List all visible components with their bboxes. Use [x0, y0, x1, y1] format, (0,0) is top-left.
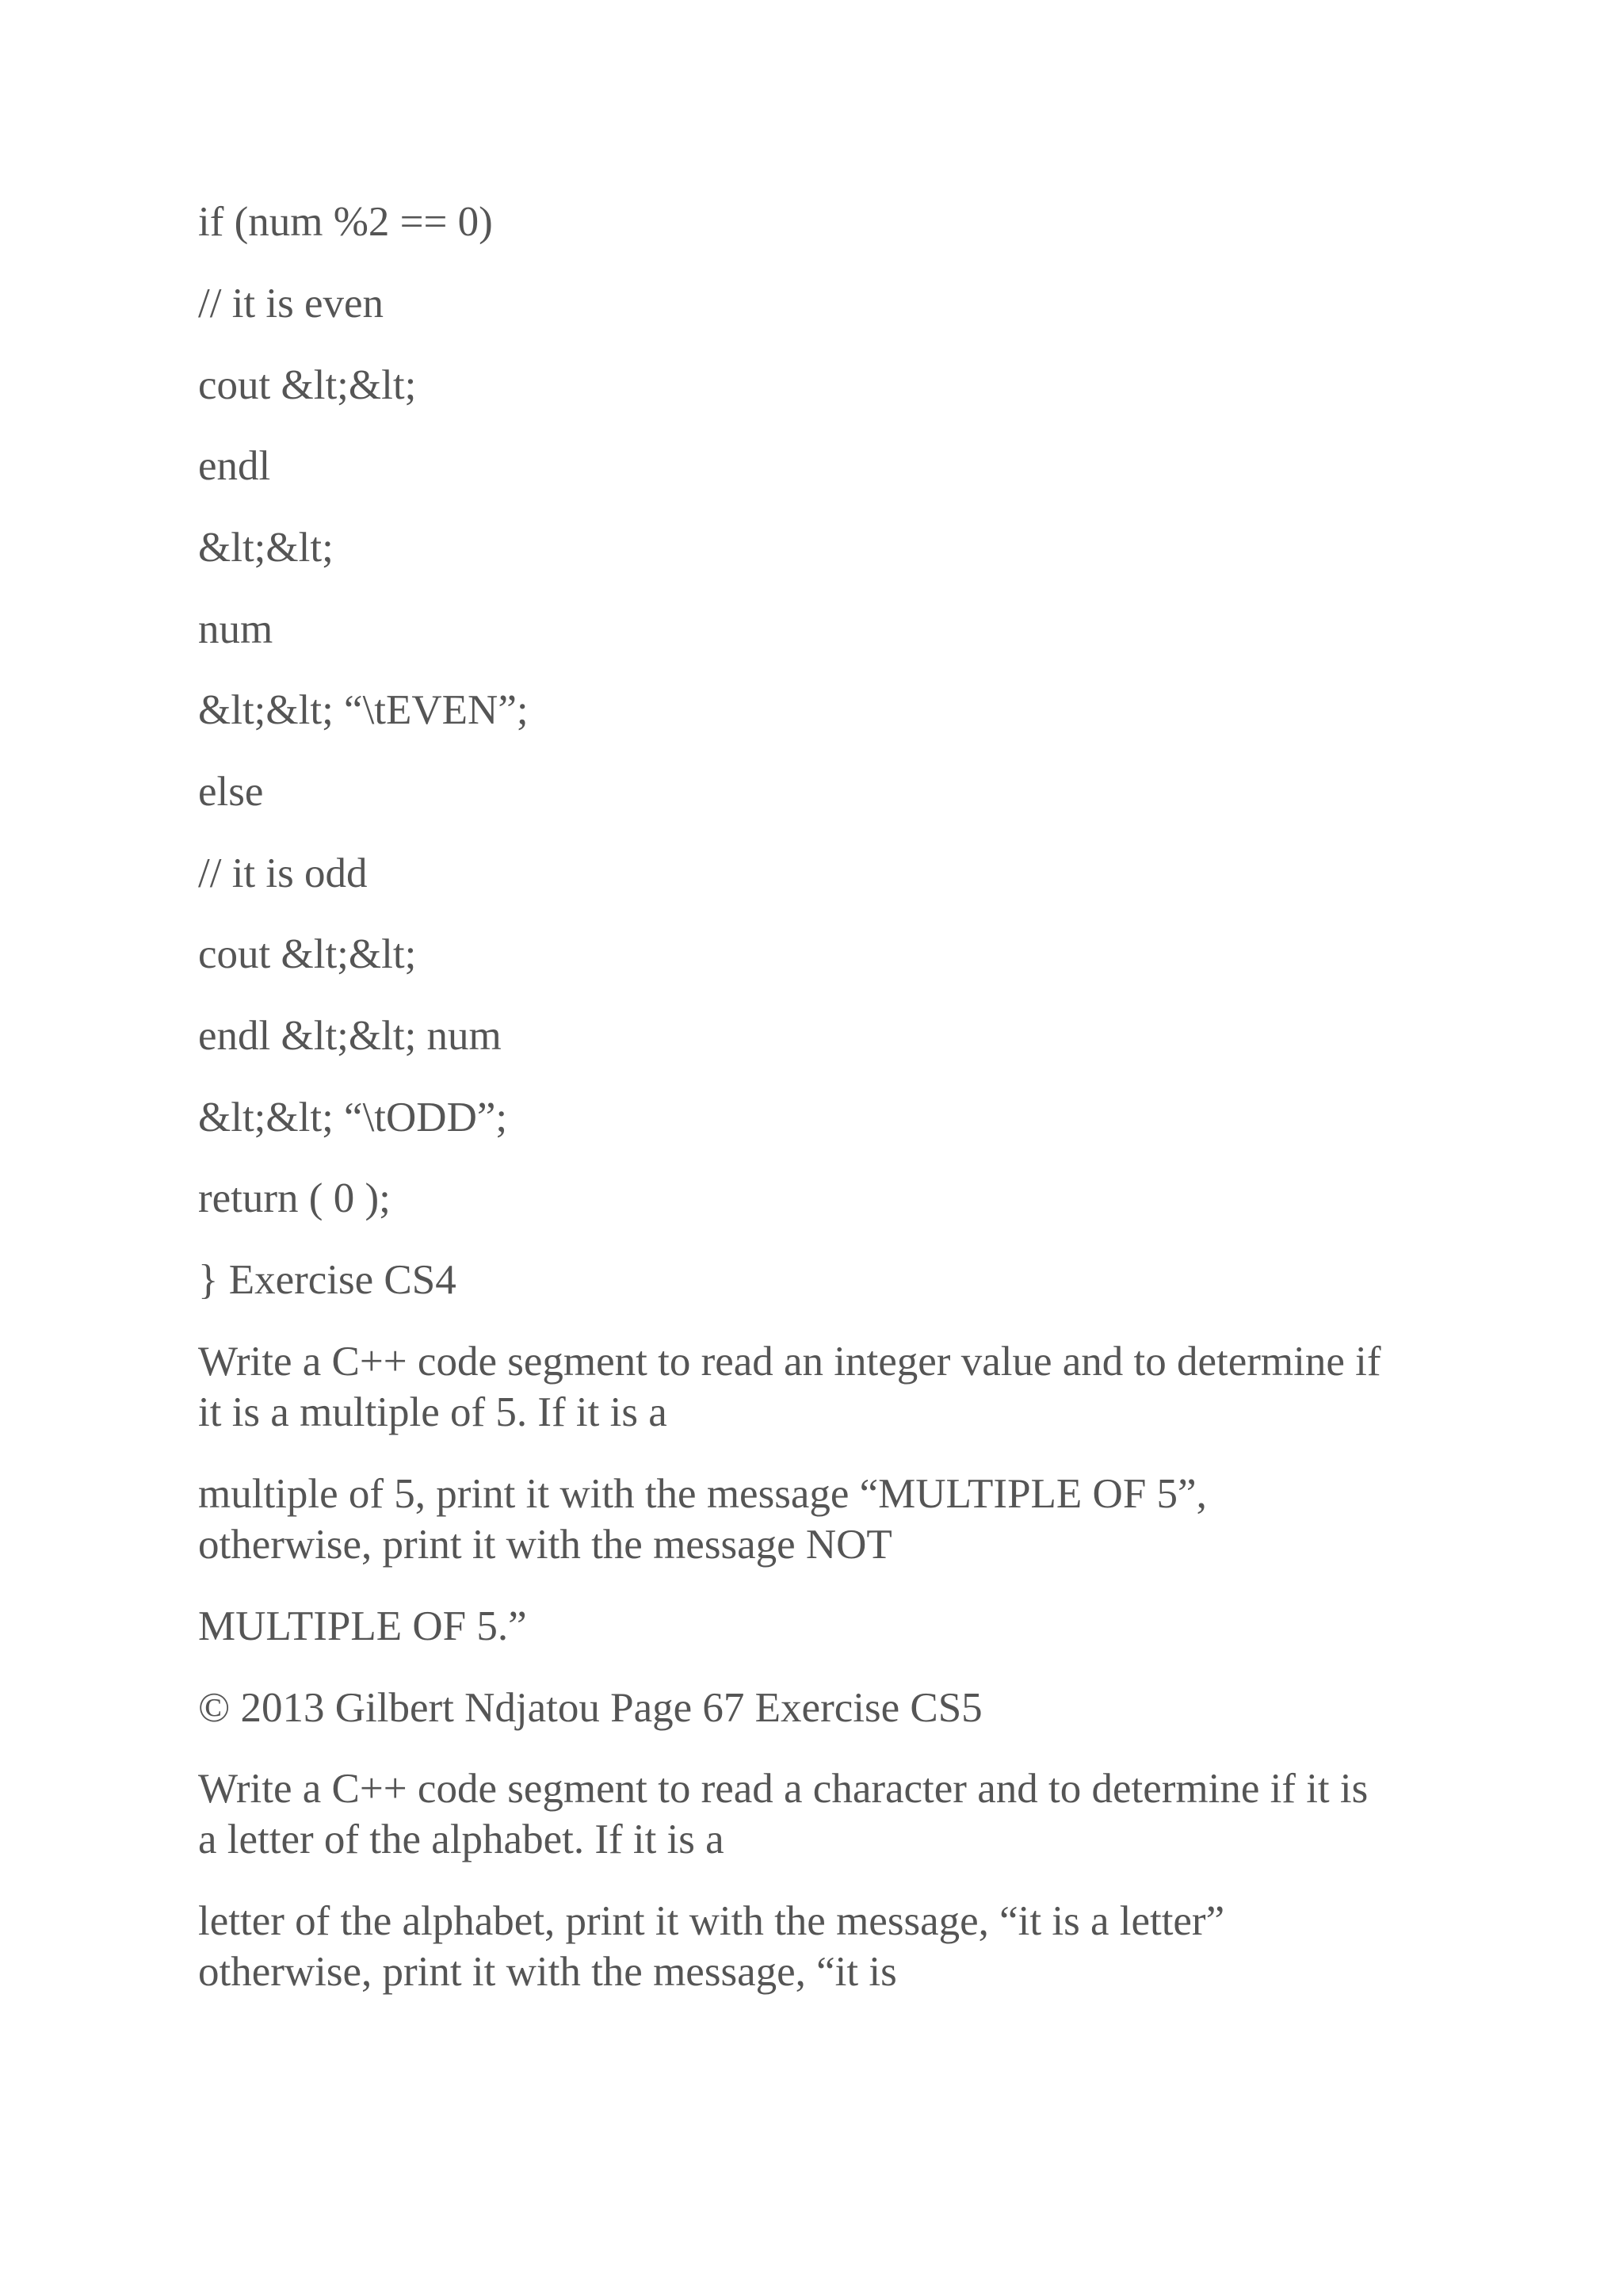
code-line-return: return ( 0 ); — [198, 1175, 391, 1221]
code-line-comment-even: // it is even — [198, 281, 384, 327]
code-line-endl-num: endl &lt;&lt; num — [198, 1013, 502, 1059]
footer-and-exercise-cs5: © 2013 Gilbert Ndjatou Page 67 Exercise CS5 — [198, 1685, 983, 1731]
code-line-close-brace-exercise-cs4: } Exercise CS4 — [198, 1257, 456, 1303]
code-line-cout-1: cout &lt;&lt; — [198, 362, 417, 408]
code-line-cout-2: cout &lt;&lt; — [198, 931, 417, 977]
exercise-cs4-text-3: MULTIPLE OF 5.” — [198, 1603, 527, 1649]
code-line-odd-output: &lt;&lt; “\tODD”; — [198, 1095, 508, 1140]
code-line-endl-1: endl — [198, 443, 271, 489]
code-line-comment-odd: // it is odd — [198, 850, 368, 896]
code-line-else: else — [198, 769, 264, 815]
code-line-if: if (num %2 == 0) — [198, 199, 493, 245]
exercise-cs5-text-1: Write a C++ code segment to read a character and to determine if it is a letter of the alphabet. If it is a — [198, 1766, 1369, 1862]
code-line-shift-1: &lt;&lt; — [198, 525, 334, 571]
exercise-cs4-text-2: multiple of 5, print it with the message “MULTIPLE OF 5”, otherwise, print it with the message NOT — [198, 1471, 1207, 1568]
code-line-num-1: num — [198, 606, 273, 652]
exercise-cs4-text-1: Write a C++ code segment to read an integer value and to determine if it is a multiple of 5. If it is a — [198, 1339, 1381, 1435]
code-line-even-output: &lt;&lt; “\tEVEN”; — [198, 687, 529, 733]
exercise-cs5-text-2: letter of the alphabet, print it with the message, “it is a letter” otherwise, print it with the message, “it is — [198, 1898, 1225, 1995]
